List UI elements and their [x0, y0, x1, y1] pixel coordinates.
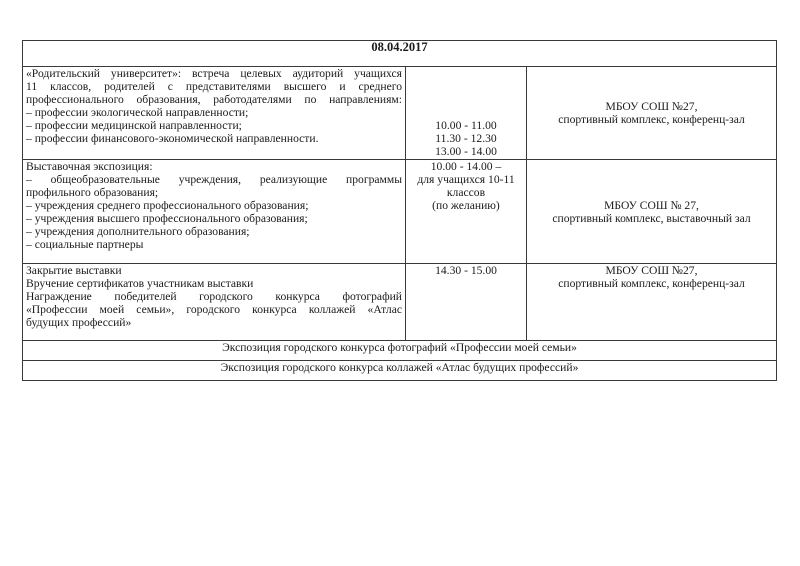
- description-line: профессионального образования, работодателями по направлениям:: [26, 93, 402, 106]
- event-time: [406, 67, 527, 160]
- place-line: спортивный комплекс, конференц-зал: [558, 113, 745, 126]
- time-note: для учащихся 10-11: [417, 173, 515, 186]
- event-description: [23, 160, 406, 264]
- description-item: – профессии финансового-экономической направленности.: [26, 132, 319, 145]
- place-line: МБОУ СОШ № 27,: [604, 198, 699, 212]
- description-line: Награждение победителей городского конкурса фотографий: [26, 290, 402, 303]
- place-line: спортивный комплекс, конференц-зал: [558, 277, 745, 290]
- description-line: – учреждения дополнительного образования;: [26, 225, 250, 238]
- event-place: [527, 67, 777, 160]
- description-line: Закрытие выставки: [26, 264, 122, 277]
- time-slot: 10.00 - 14.00 –: [430, 160, 502, 173]
- exposition-collage: Экспозиция городского конкурса коллажей «Атлас будущих профессий»: [23, 361, 777, 381]
- event-place: [527, 264, 777, 341]
- table-row-closing: [23, 264, 777, 341]
- description-line: «Родительский университет»: встреча целевых аудиторий учащихся: [26, 67, 402, 80]
- event-description: [23, 264, 406, 341]
- time-note: классов: [446, 186, 486, 199]
- description-line: профильного образования;: [26, 186, 159, 199]
- event-description: [23, 67, 406, 160]
- description-item: – профессии медицинской направленности;: [26, 119, 242, 132]
- event-time: [406, 160, 527, 264]
- time-slot: 13.00 - 14.00: [435, 145, 497, 158]
- table-row-photo-exposition: [23, 341, 777, 361]
- table-row-exhibition: [23, 160, 777, 264]
- time-slot: 14.30 - 15.00: [435, 264, 497, 277]
- description-item: – профессии экологической направленности;: [26, 106, 249, 119]
- description-line: будущих профессий»: [26, 316, 132, 329]
- description-line: – общеобразовательные учреждения, реализующие программы: [26, 173, 402, 186]
- description-line: 11 классов, родителей с представителями высшего и среднего: [26, 80, 402, 93]
- table-row-collage-exposition: [23, 361, 777, 381]
- description-line: – учреждения среднего профессионального образования;: [26, 199, 309, 212]
- table-row-parent-university: [23, 67, 777, 160]
- description-line: Выставочная экспозиция:: [26, 160, 153, 173]
- description-line: – социальные партнеры: [26, 238, 144, 251]
- exposition-photo: Экспозиция городского конкурса фотографий «Профессии моей семьи»: [23, 341, 777, 361]
- place-line: спортивный комплекс, выставочный зал: [552, 211, 751, 225]
- place-line: МБОУ СОШ №27,: [605, 100, 698, 113]
- event-place: [527, 160, 777, 264]
- time-slot: 11.30 - 12.30: [435, 132, 497, 145]
- description-line: «Профессии моей семьи», городского конкурса коллажей «Атлас: [26, 303, 402, 316]
- time-note: (по желанию): [432, 199, 500, 212]
- date-header: 08.04.2017: [23, 41, 777, 67]
- date-header-row: [23, 41, 777, 67]
- place-line: МБОУ СОШ №27,: [605, 264, 698, 277]
- event-schedule-table: [22, 40, 777, 381]
- time-slot: 10.00 - 11.00: [435, 119, 497, 132]
- event-time: [406, 264, 527, 341]
- description-line: – учреждения высшего профессионального образования;: [26, 212, 308, 225]
- description-line: Вручение сертификатов участникам выставки: [26, 277, 254, 290]
